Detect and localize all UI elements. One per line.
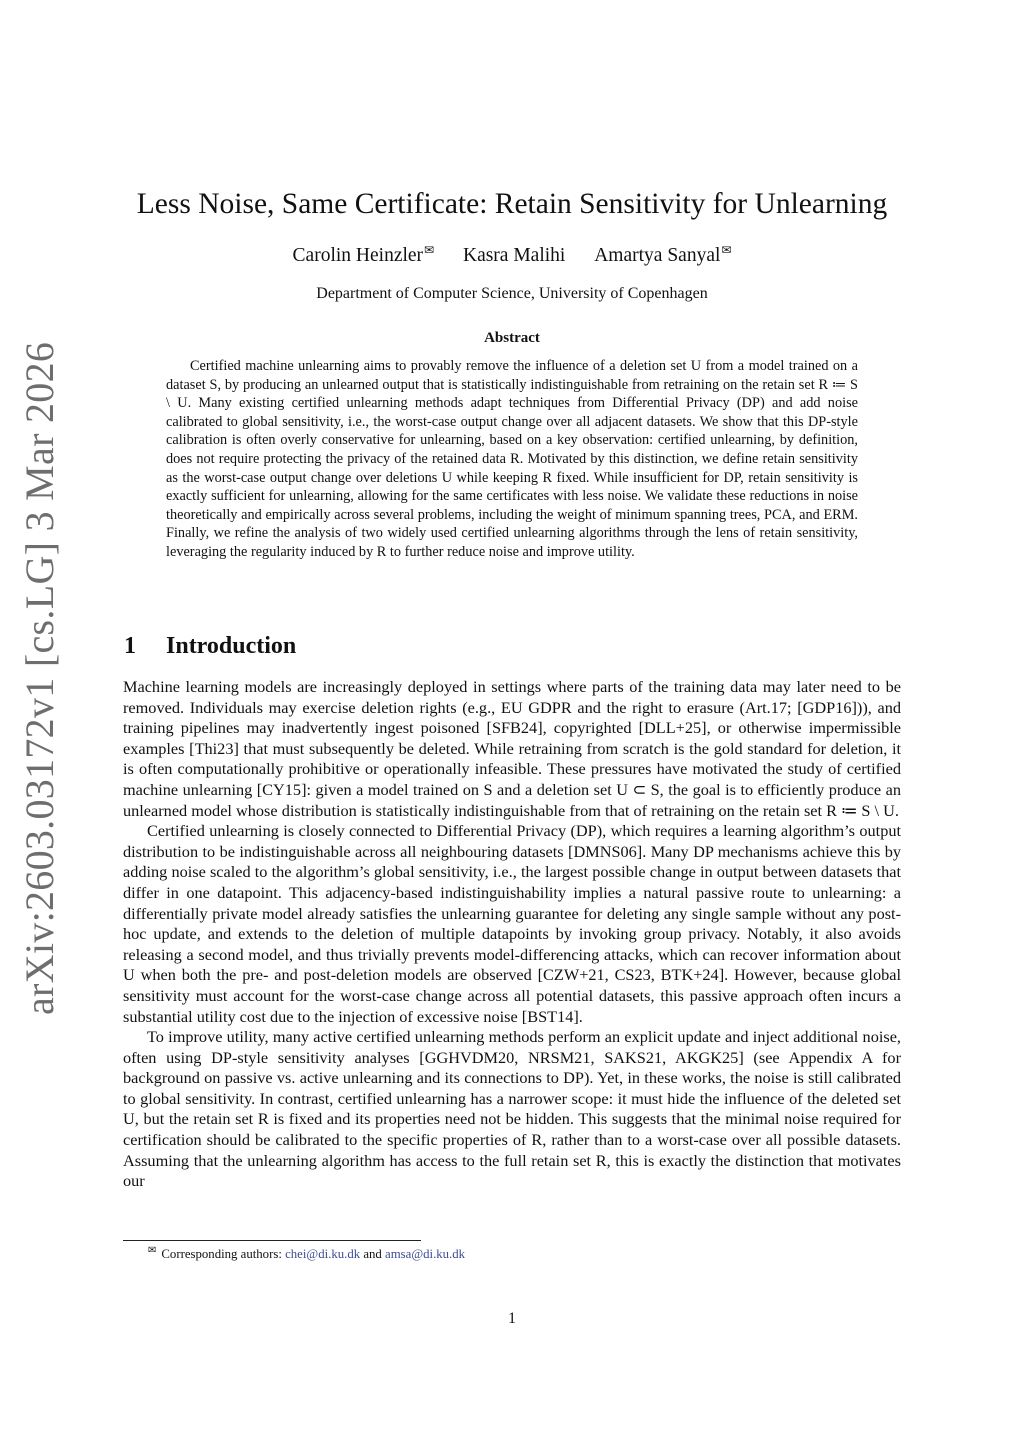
envelope-icon: ✉ xyxy=(148,1245,157,1256)
paragraph: To improve utility, many active certified unlearning methods perform an explicit update and inject additional noise, often using DP-style sensitivity analyses [GGHVDM20, NRSM21, SAKS21, AKGK25] (see Appendix A for background on passive vs. active unlearning and its connections to DP). Yet, in these works, the noise is still calibrated to global sensitivity. In contrast, certified unlearning has a narrower scope: it must hide the influence of the deleted set U, but the retain set R is fixed and its properties need not be hidden. This suggests that the minimal noise required for certification should be calibrated to the specific properties of R, rather than to a worst-case over all possible datasets. Assuming that the unlearning algorithm has access to the full retain set R, this is exactly the distinction that motivates our xyxy=(123,1027,901,1191)
footnote-joiner: and xyxy=(363,1247,382,1261)
footnote-text: Corresponding authors: xyxy=(161,1247,282,1261)
paragraph: Machine learning models are increasingly deployed in settings where parts of the training data may later need to be removed. Individuals may exercise deletion rights (e.g., EU GDPR and the right to erasure (Art.17; [GDP16])), and training pipelines may inadvertently ingest poisoned [SFB24], copyrighted [DLL+25], or otherwise impermissible examples [Thi23] that must subsequently be deleted. While retraining from scratch is the gold standard for deletion, it is often computationally prohibitive or operationally infeasible. These pressures have motivated the study of certified machine unlearning [CY15]: given a model trained on S and a deletion set U ⊂ S, the goal is to efficiently produce an unlearned model whose distribution is statistically indistinguishable from that of retraining on the retain set R ≔ S \ U. xyxy=(123,677,901,820)
section-number: 1 xyxy=(124,633,136,659)
author-3 xyxy=(594,243,731,267)
section-heading xyxy=(124,633,296,660)
page-number: 1 xyxy=(508,1310,516,1327)
email-link-2[interactable]: amsa@di.ku.dk xyxy=(385,1247,466,1261)
footnote-rule xyxy=(123,1240,421,1241)
section-title: Introduction xyxy=(166,633,297,659)
paper-title: Less Noise, Same Certificate: Retain Sensitivity for Unlearning xyxy=(136,188,888,220)
abstract-heading: Abstract xyxy=(484,330,540,346)
envelope-icon: ✉ xyxy=(424,243,435,257)
author-1 xyxy=(293,243,435,267)
footnote xyxy=(148,1245,465,1262)
paragraph: Certified unlearning is closely connected to Differential Privacy (DP), which requires a learning algorithm’s output distribution to be indistinguishable across all neighbouring datasets [DMNS06]. Many DP mechanisms achieve this by adding noise scaled to the algorithm’s global sensitivity, i.e., the largest possible change in output between datasets that differ in one datapoint. This adjacency-based indistinguishability implies a natural passive route to unlearning: a differentially private model already satisfies the unlearning guarantee for deleting any single sample without any post-hoc update, and extends to the deletion of multiple datapoints by invoking group privacy. Notably, it also avoids releasing a second model, and thus trivially prevents model-differencing attacks, which can recover information about U when both the pre- and post-deletion models are observed [CZW+21, CS23, BTK+24]. However, because global sensitivity must account for the worst-case change across all potential datasets, this passive approach often incurs a substantial utility cost due to the injection of excessive noise [BST14]. xyxy=(123,821,901,1026)
email-link-1[interactable]: chei@di.ku.dk xyxy=(285,1247,361,1261)
arxiv-identifier: arXiv:2603.03172v1 [cs.LG] 3 Mar 2026 xyxy=(17,341,62,1015)
author-list xyxy=(150,243,874,267)
author-2 xyxy=(463,245,565,267)
introduction-body xyxy=(123,677,901,1192)
abstract-text: Certified machine unlearning aims to provably remove the influence of a deletion set U from a model trained on a dataset S, by producing an unlearned output that is statistically indistinguishable from retraining on the retain set R ≔ S \ U. Many existing certified unlearning methods adapt techniques from Differential Privacy (DP) and add noise calibrated to global sensitivity, i.e., the worst-case output change over all adjacent datasets. We show that this DP-style calibration is often overly conservative for unlearning, based on a key observation: certified unlearning, by definition, does not require protecting the privacy of the retained data R. Motivated by this distinction, we define retain sensitivity as the worst-case output change over deletions U while keeping R fixed. While insufficient for DP, retain sensitivity is exactly sufficient for unlearning, allowing for the same certificates with less noise. We validate these reductions in noise theoretically and empirically across several problems, including the weight of minimum spanning trees, PCA, and ERM. Finally, we refine the analysis of two widely used certified unlearning algorithms through the lens of retain sensitivity, leveraging the regularity induced by R to further reduce noise and improve utility. xyxy=(166,358,858,560)
author-name: Carolin Heinzler xyxy=(292,245,424,266)
envelope-icon: ✉ xyxy=(721,243,732,257)
affiliation: Department of Computer Science, University of Copenhagen xyxy=(316,285,708,302)
author-name: Amartya Sanyal xyxy=(594,245,721,266)
author-name: Kasra Malihi xyxy=(462,245,566,266)
